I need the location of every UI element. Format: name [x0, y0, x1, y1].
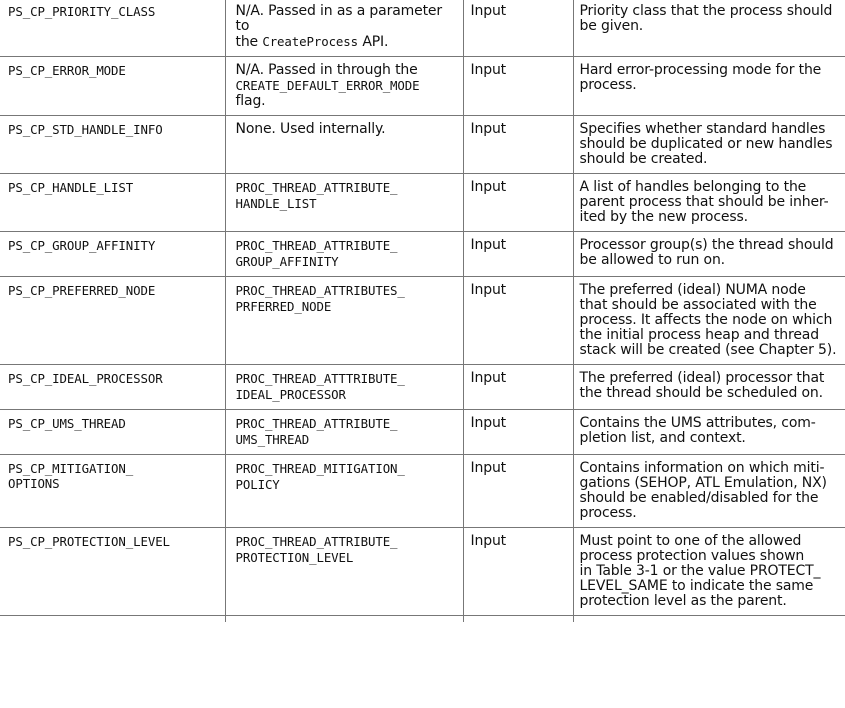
attribute-name-cell — [0, 116, 225, 174]
attribute-name-cell — [0, 365, 225, 410]
direction-text: Input — [470, 460, 507, 476]
description-line: Hard error-processing mode for the — [579, 62, 822, 78]
description-line: parent process that should be inher- — [579, 194, 829, 210]
code-text: PROTECTION_LEVEL — [235, 550, 354, 565]
direction-cell — [463, 232, 573, 277]
description-line: Processor group(s) the thread should — [579, 237, 834, 253]
native-attribute-line — [236, 254, 457, 270]
attribute-name-line: PS_CP_PREFERRED_NODE — [8, 283, 156, 298]
native-attribute-line — [236, 34, 457, 50]
native-attribute-line — [236, 461, 457, 477]
attribute-name-cell — [0, 455, 225, 528]
description-cell — [573, 410, 845, 455]
native-attribute-line — [236, 550, 457, 566]
attribute-name-cell — [0, 232, 225, 277]
table-row — [0, 410, 845, 455]
description-line: ited by the new process. — [579, 209, 748, 225]
direction-text: Input — [470, 415, 507, 431]
table-row — [0, 116, 845, 174]
native-attribute-line — [236, 196, 457, 212]
code-text: PROC_THREAD_MITIGATION_ — [235, 461, 405, 476]
code-text: PROC_THREAD_ATTRIBUTES_ — [235, 283, 405, 298]
plain-text: N/A. Passed in as a parameter to — [235, 3, 442, 34]
direction-cell — [463, 174, 573, 232]
empty-cell — [463, 616, 573, 623]
native-attribute-line — [236, 78, 457, 94]
plain-text: API. — [358, 34, 389, 50]
code-text: PROC_THREAD_ATTRIBUTE_ — [235, 180, 398, 195]
description-line: should be duplicated or new handles — [579, 136, 833, 152]
description-cell — [573, 174, 845, 232]
description-line: Priority class that the process should — [579, 3, 833, 19]
attribute-name-cell — [0, 277, 225, 365]
native-attribute-line — [236, 477, 457, 493]
attribute-name-cell — [0, 57, 225, 116]
code-text: IDEAL_PROCESSOR — [235, 387, 346, 402]
direction-cell — [463, 116, 573, 174]
code-text: PRFERRED_NODE — [235, 299, 332, 314]
native-attribute-cell — [225, 232, 463, 277]
description-line: protection level as the parent. — [579, 593, 787, 609]
description-line: process protection values shown — [579, 548, 805, 564]
direction-cell — [463, 0, 573, 57]
description-line: process. — [579, 505, 637, 521]
description-line: Must point to one of the allowed — [579, 533, 802, 549]
native-attribute-line — [236, 416, 457, 432]
attribute-name-cell — [0, 528, 225, 616]
code-text: PROC_THREAD_ATTTRIBUTE_ — [235, 371, 405, 386]
description-line: The preferred (ideal) processor that — [579, 370, 825, 386]
native-attribute-line — [236, 534, 457, 550]
attribute-name-cell — [0, 174, 225, 232]
code-text: CreateProcess — [262, 34, 359, 49]
native-attribute-cell — [225, 277, 463, 365]
native-attribute-line — [236, 283, 457, 299]
direction-cell — [463, 410, 573, 455]
native-attribute-cell — [225, 116, 463, 174]
table-row — [0, 57, 845, 116]
native-attribute-cell — [225, 455, 463, 528]
description-line: the thread should be scheduled on. — [579, 385, 823, 401]
attribute-name-line: PS_CP_UMS_THREAD — [8, 416, 126, 431]
native-attribute-line — [236, 371, 457, 387]
description-line: in Table 3-1 or the value PROTECT_ — [579, 563, 821, 579]
table-continuation — [0, 616, 845, 623]
attribute-name-line: PS_CP_HANDLE_LIST — [8, 180, 134, 195]
attribute-name-line: PS_CP_GROUP_AFFINITY — [8, 238, 156, 253]
table-row — [0, 174, 845, 232]
description-line: A list of handles belonging to the — [579, 179, 807, 195]
code-text: CREATE_DEFAULT_ERROR_MODE — [235, 78, 420, 93]
native-attribute-cell — [225, 174, 463, 232]
table-row — [0, 0, 845, 57]
plain-text: the — [235, 34, 263, 50]
direction-cell — [463, 57, 573, 116]
description-line: should be created. — [579, 151, 708, 167]
direction-cell — [463, 528, 573, 616]
description-line: should be enabled/disabled for the — [579, 490, 819, 506]
description-line: Contains information on which miti- — [579, 460, 825, 476]
description-line: stack will be created (see Chapter 5). — [579, 342, 837, 358]
code-text: HANDLE_LIST — [235, 196, 317, 211]
attribute-name-line: PS_CP_ERROR_MODE — [8, 63, 126, 78]
description-line: process. — [579, 77, 637, 93]
native-attribute-line — [236, 387, 457, 403]
code-text: PROC_THREAD_ATTRIBUTE_ — [235, 534, 398, 549]
description-line: be given. — [579, 18, 644, 34]
attribute-name-line: PS_CP_PRIORITY_CLASS — [8, 4, 156, 19]
description-line: gations (SEHOP, ATL Emulation, NX) — [579, 475, 827, 491]
description-line: LEVEL_SAME to indicate the same — [579, 578, 814, 594]
attribute-name-line: PS_CP_PROTECTION_LEVEL — [8, 534, 170, 549]
attribute-name-line: PS_CP_MITIGATION_ — [8, 461, 134, 476]
code-text: PROC_THREAD_ATTRIBUTE_ — [235, 416, 398, 431]
description-cell — [573, 0, 845, 57]
empty-cell — [225, 616, 463, 623]
direction-text: Input — [470, 533, 507, 549]
description-cell — [573, 528, 845, 616]
table-row — [0, 232, 845, 277]
table-row — [0, 277, 845, 365]
attribute-name-cell — [0, 0, 225, 57]
plain-text: flag. — [235, 93, 266, 109]
native-attribute-line — [236, 299, 457, 315]
description-line: be allowed to run on. — [579, 252, 725, 268]
description-line: The preferred (ideal) NUMA node — [579, 282, 806, 298]
description-line: pletion list, and context. — [579, 430, 746, 446]
description-cell — [573, 57, 845, 116]
empty-cell — [0, 616, 225, 623]
native-attribute-cell — [225, 410, 463, 455]
description-line: Contains the UMS attributes, com- — [579, 415, 816, 431]
description-line: Specifies whether standard handles — [579, 121, 826, 137]
description-cell — [573, 116, 845, 174]
native-attribute-line — [236, 4, 457, 34]
description-line: the initial process heap and thread — [579, 327, 819, 343]
direction-text: Input — [470, 3, 507, 19]
direction-text: Input — [470, 282, 507, 298]
native-attribute-line — [236, 238, 457, 254]
description-cell — [573, 232, 845, 277]
attribute-name-line: OPTIONS — [8, 476, 60, 491]
direction-cell — [463, 277, 573, 365]
attribute-name-cell — [0, 410, 225, 455]
plain-text: None. Used internally. — [235, 121, 386, 137]
native-attribute-cell — [225, 365, 463, 410]
native-attribute-line — [236, 94, 457, 109]
code-text: POLICY — [235, 477, 280, 492]
table-row — [0, 455, 845, 528]
direction-text: Input — [470, 370, 507, 386]
description-cell — [573, 455, 845, 528]
native-attribute-cell — [225, 0, 463, 57]
table-row — [0, 528, 845, 616]
description-line: process. It affects the node on which — [579, 312, 833, 328]
code-text: UMS_THREAD — [235, 432, 310, 447]
native-attribute-line — [236, 63, 457, 78]
direction-text: Input — [470, 237, 507, 253]
description-cell — [573, 277, 845, 365]
plain-text: N/A. Passed in through the — [235, 62, 418, 78]
native-attribute-line — [236, 122, 457, 137]
description-cell — [573, 365, 845, 410]
direction-text: Input — [470, 62, 507, 78]
code-text: GROUP_AFFINITY — [235, 254, 339, 269]
table-row — [0, 365, 845, 410]
direction-cell — [463, 365, 573, 410]
native-attribute-line — [236, 180, 457, 196]
empty-cell — [573, 616, 845, 623]
direction-text: Input — [470, 179, 507, 195]
native-attribute-cell — [225, 57, 463, 116]
native-attribute-cell — [225, 528, 463, 616]
direction-text: Input — [470, 121, 507, 137]
direction-cell — [463, 455, 573, 528]
attribute-name-line: PS_CP_IDEAL_PROCESSOR — [8, 371, 163, 386]
attribute-name-line: PS_CP_STD_HANDLE_INFO — [8, 122, 163, 137]
native-attribute-line — [236, 432, 457, 448]
description-line: that should be associated with the — [579, 297, 817, 313]
code-text: PROC_THREAD_ATTRIBUTE_ — [235, 238, 398, 253]
